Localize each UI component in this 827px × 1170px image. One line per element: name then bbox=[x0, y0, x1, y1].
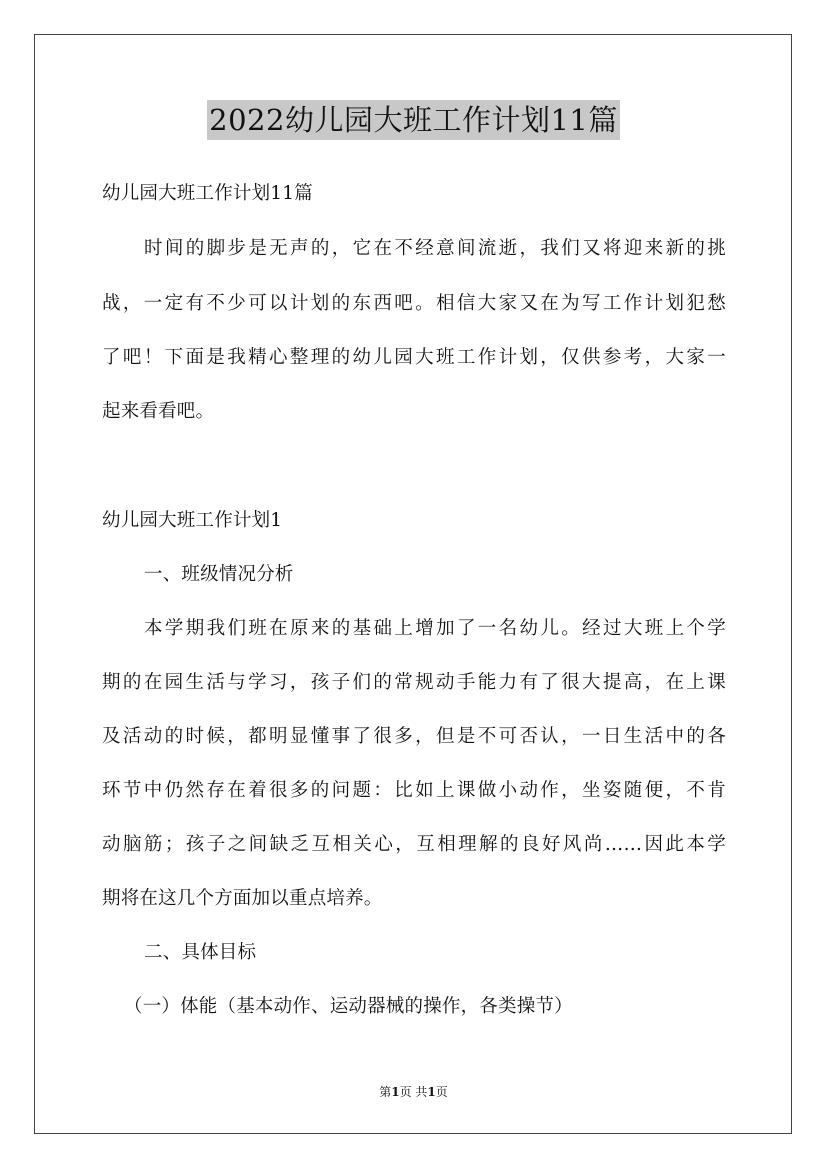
subtitle: 幼儿园大班工作计划11篇 bbox=[102, 183, 313, 204]
footer-suffix: 页 bbox=[435, 1085, 448, 1099]
document-title: 2022幼儿园大班工作计划11篇 bbox=[207, 100, 620, 140]
footer-mid: 页 共 bbox=[399, 1085, 428, 1099]
intro-line-3: 了吧！下面是我精心整理的幼儿园大班工作计划，仅供参考，大家一 bbox=[102, 347, 726, 368]
title-container bbox=[0, 100, 827, 140]
footer-page-total: 1 bbox=[427, 1085, 436, 1099]
para-line-6: 期将在这几个方面加以重点培养。 bbox=[102, 888, 383, 909]
footer-page-number: 1 bbox=[391, 1085, 400, 1099]
para-line-5: 动脑筋；孩子之间缺乏互相关心，互相理解的良好风尚……因此本学 bbox=[102, 834, 726, 855]
sub-heading-physical: （一）体能（基本动作、运动器械的操作，各类操节） bbox=[124, 996, 573, 1017]
section-heading: 幼儿园大班工作计划1 bbox=[102, 510, 283, 531]
intro-line-1: 时间的脚步是无声的，它在不经意间流逝，我们又将迎来新的挑 bbox=[144, 238, 726, 259]
footer-prefix: 第 bbox=[379, 1085, 392, 1099]
para-line-1: 本学期我们班在原来的基础上增加了一名幼儿。经过大班上个学 bbox=[144, 618, 726, 639]
intro-line-2: 战，一定有不少可以计划的东西吧。相信大家又在为写工作计划犯愁 bbox=[102, 293, 726, 314]
page-footer bbox=[0, 1084, 827, 1100]
heading-class-analysis: 一、班级情况分析 bbox=[144, 564, 294, 585]
para-line-4: 环节中仍然存在着很多的问题：比如上课做小动作，坐姿随便，不肯 bbox=[102, 780, 726, 801]
heading-specific-goals: 二、具体目标 bbox=[144, 942, 257, 963]
para-line-2: 期的在园生活与学习，孩子们的常规动手能力有了很大提高，在上课 bbox=[102, 672, 726, 693]
intro-line-4: 起来看看吧。 bbox=[102, 401, 215, 422]
para-line-3: 及活动的时候，都明显懂事了很多，但是不可否认，一日生活中的各 bbox=[102, 726, 726, 747]
